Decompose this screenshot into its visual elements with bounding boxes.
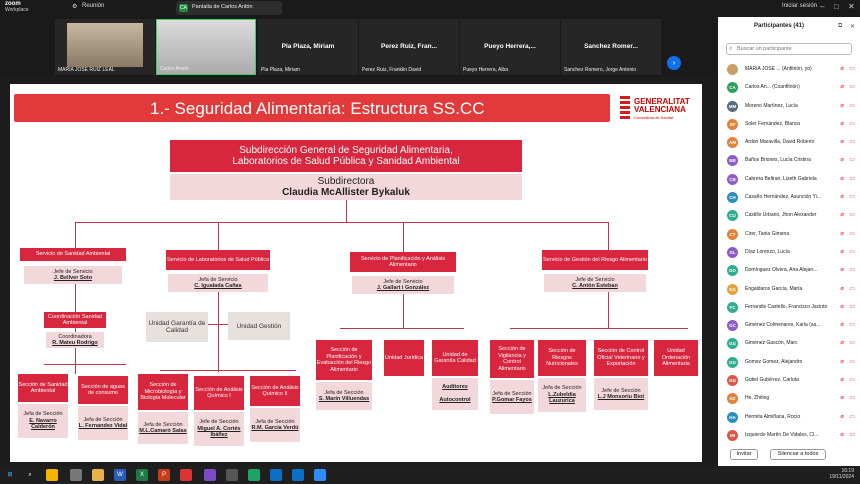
section-role: Jefe de Sección bbox=[601, 387, 641, 394]
camera-off-icon[interactable]: ▭ bbox=[849, 248, 855, 255]
windows-start-icon[interactable]: ⊞ bbox=[7, 472, 13, 478]
subdireccion-box bbox=[170, 140, 522, 172]
section-title: Sección de Planificación y Evaluación del Riesgo Alimentario bbox=[316, 347, 372, 373]
mic-muted-icon[interactable]: ⌀ bbox=[840, 285, 844, 292]
mic-muted-icon[interactable]: ⌀ bbox=[840, 340, 844, 347]
service-head bbox=[352, 276, 454, 294]
participant-name: Casaño Hernández, Asunción Yi... bbox=[745, 194, 821, 201]
windows-taskbar bbox=[0, 466, 860, 484]
connector bbox=[403, 222, 404, 252]
service-title: Servicio de Planificación y Análisis Alimentario bbox=[360, 255, 446, 268]
participant-search-input[interactable] bbox=[726, 43, 852, 55]
camera-off-icon[interactable]: ▭ bbox=[849, 139, 855, 146]
slide-title: 1.- Seguridad Alimentaria: Estructura SS.CC bbox=[150, 99, 485, 118]
participant-avatar: CA bbox=[727, 82, 738, 93]
sharer-avatar: CA bbox=[180, 5, 187, 11]
camera-off-icon[interactable]: ▭ bbox=[849, 431, 855, 438]
camera-off-icon[interactable]: ▭ bbox=[849, 84, 855, 91]
service-person: C. Igualada Cañas bbox=[194, 283, 242, 289]
connector bbox=[608, 222, 609, 250]
coordination-role: Coordinadora bbox=[58, 333, 92, 340]
connector bbox=[340, 328, 464, 329]
section-head bbox=[194, 412, 244, 446]
participant-name: Izquierdo Martín De Vidales, Cl... bbox=[745, 431, 819, 438]
folder-icon[interactable] bbox=[92, 469, 104, 481]
participant-name: Domínguez Olvera, Ana Alejan... bbox=[745, 267, 818, 274]
mic-muted-icon[interactable]: ⌀ bbox=[840, 431, 844, 438]
participant-name: Gutiel Gutiérrez, Carlota bbox=[745, 377, 799, 384]
mic-muted-icon[interactable]: ⌀ bbox=[840, 413, 844, 420]
coordination-box bbox=[44, 312, 106, 328]
section-role: Jefa de Sección bbox=[542, 385, 582, 392]
service-title: Servicio de Sanidad Ambiental bbox=[35, 251, 111, 258]
section-role: Jefa de Sección bbox=[492, 390, 532, 397]
coordination-title: Coordinación Sanidad Ambiental bbox=[47, 313, 103, 326]
participant-name: Ardon Maravilla, David Roberto bbox=[745, 139, 815, 146]
camera-off-icon[interactable]: ▭ bbox=[849, 322, 855, 329]
participant-avatar: AM bbox=[727, 137, 738, 148]
service-head bbox=[544, 274, 646, 292]
tile-big-name: Pla Plaza, Miriam bbox=[281, 43, 335, 50]
section-head bbox=[316, 382, 372, 410]
participant-avatar: DO bbox=[727, 265, 738, 276]
coordination-head bbox=[46, 332, 104, 348]
service-title: Servicio de Gestión del Riesgo Alimentario bbox=[543, 256, 647, 263]
camera-off-icon[interactable]: ▭ bbox=[849, 120, 855, 127]
slide-header bbox=[10, 90, 702, 126]
participant-avatar: GC bbox=[727, 320, 738, 331]
participant-row[interactable] bbox=[726, 98, 856, 116]
powerpoint-icon[interactable]: P bbox=[158, 469, 170, 481]
subdirectora-name: Claudia McAllister Bykaluk bbox=[282, 187, 410, 198]
video-tile[interactable] bbox=[55, 19, 155, 75]
acrobat-icon[interactable] bbox=[180, 469, 192, 481]
participant-avatar: HA bbox=[727, 412, 738, 423]
service-role: Jefe de Servicio bbox=[53, 268, 93, 275]
service-role: Jefa de Servicio bbox=[198, 276, 238, 283]
clock-time: 16:19 bbox=[841, 468, 854, 474]
participant-name: Moreno Martínez, Lucía bbox=[745, 102, 798, 109]
service-person: J. Bellver Soto bbox=[53, 275, 93, 281]
participant-name: Carlos An... (Coanfitrión) bbox=[745, 84, 800, 91]
tile-name: Perez Ruiz, Franklin David bbox=[362, 67, 422, 73]
camera-off-icon[interactable]: ▭ bbox=[849, 303, 855, 310]
zoom-logo-text: zoom bbox=[5, 1, 21, 7]
signin-link[interactable]: Iniciar sesión bbox=[782, 3, 818, 9]
participant-name: MARIA JOSE ... (Anfitrión, yo) bbox=[745, 66, 812, 72]
tile-name: Pueyo Herrera, Alba bbox=[463, 67, 509, 73]
camera-off-icon[interactable]: ▭ bbox=[849, 267, 855, 274]
participant-name: Baños Briones, Lucía Cristina bbox=[745, 157, 811, 164]
section-title: Sección de Análisis Químico II bbox=[251, 384, 299, 397]
section-head bbox=[594, 378, 648, 410]
subdirectora-box bbox=[170, 174, 522, 200]
camera-off-icon[interactable]: ▭ bbox=[849, 358, 855, 365]
camera-off-icon[interactable]: ▭ bbox=[849, 377, 855, 384]
participant-avatar: CU bbox=[727, 210, 738, 221]
participant-avatar bbox=[727, 64, 738, 75]
participant-row[interactable] bbox=[726, 409, 856, 427]
connector bbox=[510, 328, 688, 329]
tile-name: Sanchez Romero, Jorge Antonio bbox=[564, 67, 636, 73]
participant-avatar: MM bbox=[727, 101, 738, 112]
section-role: Jefe de Sección bbox=[199, 419, 239, 426]
participant-avatar: SF bbox=[727, 119, 738, 130]
section-title: Sección de Vigilancia y Control Alimentario bbox=[498, 346, 526, 372]
connector bbox=[218, 292, 219, 372]
camera-off-icon[interactable]: ▭ bbox=[849, 102, 855, 109]
participant-avatar: CH bbox=[727, 192, 738, 203]
video-strip bbox=[0, 17, 716, 77]
word-icon[interactable]: W bbox=[114, 469, 126, 481]
tile-big-name: Sanchez Romer... bbox=[584, 43, 638, 50]
service-box bbox=[350, 252, 456, 272]
connector bbox=[608, 292, 609, 328]
participant-avatar: GG bbox=[727, 375, 738, 386]
screen-share-pill[interactable] bbox=[176, 1, 282, 15]
section-head bbox=[432, 378, 478, 410]
mic-muted-icon[interactable]: ⌀ bbox=[840, 175, 844, 182]
section-role: Jefa de Sección bbox=[83, 416, 123, 423]
camera-off-icon[interactable]: ▭ bbox=[849, 230, 855, 237]
maximize-icon[interactable]: □ bbox=[834, 2, 839, 11]
unit-gestion bbox=[228, 312, 290, 340]
service-box bbox=[20, 248, 126, 261]
section-box bbox=[250, 376, 300, 406]
participant-avatar: DL bbox=[727, 247, 738, 258]
mic-muted-icon[interactable]: ⌀ bbox=[840, 322, 844, 329]
mic-muted-icon[interactable]: ⌀ bbox=[840, 377, 844, 384]
section-title: Sección de Análisis Químico I bbox=[195, 386, 243, 399]
camera-off-icon[interactable]: ▭ bbox=[849, 66, 855, 72]
participant-row[interactable] bbox=[726, 427, 856, 445]
connector bbox=[75, 284, 76, 374]
coordination-person: R. Mateu Rodrigo bbox=[52, 340, 98, 346]
service-box bbox=[542, 250, 648, 270]
excel-icon[interactable]: X bbox=[136, 469, 148, 481]
section-box bbox=[316, 340, 372, 380]
service-person: C. Antón Esteban bbox=[572, 283, 618, 289]
participant-avatar: BB bbox=[727, 155, 738, 166]
camera-off-icon[interactable]: ▭ bbox=[849, 413, 855, 420]
next-page-arrow-icon[interactable]: › bbox=[667, 56, 681, 70]
participant-row[interactable] bbox=[726, 372, 856, 390]
participant-row[interactable] bbox=[726, 116, 856, 134]
zoom-logo bbox=[5, 1, 29, 13]
section-box bbox=[78, 376, 128, 404]
participant-list bbox=[726, 61, 856, 445]
close-panel-icon[interactable]: ✕ bbox=[850, 24, 856, 30]
section-head bbox=[490, 380, 534, 414]
section-box bbox=[194, 376, 244, 410]
participant-row[interactable] bbox=[726, 390, 856, 408]
generalitat-logo bbox=[620, 96, 698, 124]
mic-muted-icon[interactable]: ⌀ bbox=[840, 395, 844, 402]
participant-name: Cirer, Tania Gimena bbox=[745, 230, 790, 237]
mute-all-button[interactable]: Silenciar a todos bbox=[770, 449, 826, 460]
section-person: Autocontrol bbox=[439, 397, 471, 404]
participant-row[interactable] bbox=[726, 152, 856, 170]
participant-row[interactable] bbox=[726, 317, 856, 335]
participant-row[interactable] bbox=[726, 207, 856, 225]
section-role: Jefa de Sección bbox=[324, 389, 364, 396]
section-person: P.Gomar Fayos bbox=[492, 397, 532, 403]
section-head bbox=[78, 406, 128, 440]
participant-avatar: GG bbox=[727, 338, 738, 349]
zoom-app-icon[interactable] bbox=[314, 469, 326, 481]
section-title: Sección de Sanidad Ambiental bbox=[18, 381, 68, 394]
section-role: Jefa de Sección bbox=[23, 411, 63, 418]
participant-name: Hermita Almiñana, Rocío bbox=[745, 413, 801, 420]
mic-muted-icon[interactable]: ⌀ bbox=[840, 194, 844, 201]
participant-name: Cabrera Beltran, Lizeth Gabriela bbox=[745, 175, 817, 182]
service-box bbox=[166, 250, 270, 270]
tile-big-name: Pueyo Herrera,... bbox=[484, 43, 536, 50]
video-tile-active-speaker[interactable] bbox=[156, 19, 256, 75]
participant-name: Díaz Lorenzo, Lucía bbox=[745, 248, 790, 255]
participant-avatar: CB bbox=[727, 174, 738, 185]
unit-label: Unidad Garantía de Calidad bbox=[148, 320, 206, 334]
section-person: M.L.Camaró Salas bbox=[139, 428, 187, 434]
connector bbox=[44, 364, 126, 365]
section-title: Sección de Riesgos Nutricionales bbox=[546, 348, 578, 368]
camera-off-icon[interactable]: ▭ bbox=[849, 212, 855, 219]
service-role: Jefe de Servicio bbox=[383, 278, 423, 285]
camera-off-icon[interactable]: ▭ bbox=[849, 340, 855, 347]
zoom-logo-subtext: Workplace bbox=[5, 7, 29, 13]
browser-icon[interactable] bbox=[292, 469, 304, 481]
participant-name: He, Zhiting bbox=[745, 395, 770, 402]
connector bbox=[403, 294, 404, 328]
section-person: L.Zubeldia Lauzurica bbox=[548, 391, 576, 405]
section-box bbox=[594, 340, 648, 376]
camera-off-icon[interactable]: ▭ bbox=[849, 157, 855, 164]
section-box bbox=[384, 340, 424, 376]
section-role: Jefa de Sección bbox=[255, 418, 295, 425]
connector bbox=[75, 222, 76, 248]
participant-avatar: IM bbox=[727, 430, 738, 441]
section-role: Auditores bbox=[442, 384, 468, 391]
screen-share-label: Pantalla de Carlos Antón bbox=[192, 4, 253, 10]
section-person: L. Fernandez Vidal bbox=[78, 423, 128, 429]
service-title: Servicio de Laboratorios de Salud Pública bbox=[166, 256, 270, 263]
participant-row[interactable] bbox=[726, 244, 856, 262]
tile-big-name: Perez Ruiz, Fran... bbox=[381, 43, 437, 50]
unit-garantia-calidad bbox=[146, 312, 208, 342]
video-tile[interactable] bbox=[359, 19, 459, 75]
camera-off-icon[interactable]: ▭ bbox=[849, 175, 855, 182]
participant-row[interactable] bbox=[726, 61, 856, 79]
camera-off-icon[interactable]: ▭ bbox=[849, 285, 855, 292]
connector bbox=[208, 324, 228, 325]
section-head bbox=[538, 378, 586, 412]
section-box bbox=[654, 340, 698, 376]
search-placeholder: Buscar un participante bbox=[737, 46, 792, 52]
section-box bbox=[432, 340, 478, 376]
section-title: Unidad de Garantía Calidad bbox=[434, 351, 476, 364]
mic-muted-icon[interactable]: ⌀ bbox=[840, 120, 844, 127]
video-tile[interactable] bbox=[460, 19, 560, 75]
section-person: L.J Monsoriu Biot bbox=[597, 394, 645, 400]
connector bbox=[75, 222, 608, 223]
participant-name: Castillo Urbano, Jhon Alexander bbox=[745, 212, 817, 219]
section-head bbox=[138, 412, 188, 444]
mic-muted-icon[interactable]: ⌀ bbox=[840, 303, 844, 310]
subdirectora-role: Subdirectora bbox=[317, 176, 375, 187]
settings-icon[interactable]: ⚙ bbox=[72, 4, 78, 10]
participant-name: Gomez Gomez, Alejandro bbox=[745, 358, 803, 365]
logo-line2: VALENCIANA bbox=[634, 105, 686, 114]
connector bbox=[346, 200, 347, 222]
invite-button[interactable]: Invitar bbox=[730, 449, 758, 460]
app-icon[interactable] bbox=[226, 469, 238, 481]
video-tile[interactable] bbox=[258, 19, 358, 75]
mic-muted-icon[interactable]: ⌀ bbox=[840, 102, 844, 109]
mic-muted-icon[interactable]: ⌀ bbox=[840, 157, 844, 164]
section-head bbox=[250, 408, 300, 442]
section-title: Unidad Ordenación Alimentaria bbox=[661, 348, 691, 368]
participant-name: Soler Fernández, Blanca bbox=[745, 120, 801, 127]
participant-avatar: CT bbox=[727, 229, 738, 240]
service-head bbox=[168, 274, 268, 292]
camera-off-icon[interactable]: ▭ bbox=[849, 194, 855, 201]
system-clock[interactable] bbox=[829, 468, 854, 480]
search-icon: ⌕ bbox=[729, 46, 733, 52]
participant-name: Engaldaros García, Marta bbox=[745, 285, 803, 292]
minimize-icon[interactable]: – bbox=[820, 2, 825, 11]
section-role: Jefa de Sección bbox=[143, 421, 183, 428]
participant-name: Giménez Gascón, Marc bbox=[745, 340, 798, 347]
section-box bbox=[138, 374, 188, 410]
participant-row[interactable] bbox=[726, 226, 856, 244]
participant-row[interactable] bbox=[726, 281, 856, 299]
subdireccion-line1: Subdirección General de Seguridad Alimentaria, bbox=[239, 145, 453, 156]
participant-row[interactable] bbox=[726, 79, 856, 97]
section-title: Sección de aguas de consumo bbox=[81, 383, 125, 396]
section-box bbox=[490, 340, 534, 378]
teams-icon[interactable] bbox=[204, 469, 216, 481]
participant-row[interactable] bbox=[726, 134, 856, 152]
service-person: J. Gallart i González bbox=[376, 285, 430, 291]
section-head bbox=[18, 404, 68, 438]
participant-row[interactable] bbox=[726, 354, 856, 372]
mic-muted-icon[interactable]: ⌀ bbox=[840, 212, 844, 219]
logo-line1: GENERALITAT bbox=[634, 97, 690, 106]
service-head bbox=[24, 266, 122, 284]
generalitat-mark-icon bbox=[620, 96, 630, 120]
tile-name: Carlos Antón bbox=[160, 66, 189, 72]
section-box bbox=[18, 374, 68, 402]
participant-name: Giménez Colmenares, Karla (sa... bbox=[745, 322, 821, 329]
popout-icon[interactable]: ⧉ bbox=[838, 23, 843, 29]
tile-name: MARIA JOSE RUIZ LEAL bbox=[58, 67, 115, 73]
mic-muted-icon[interactable]: ⌀ bbox=[840, 139, 844, 146]
tile-name: Pla Plaza, Miriam bbox=[261, 67, 300, 73]
participant-avatar: EG bbox=[727, 284, 738, 295]
participant-row[interactable] bbox=[726, 171, 856, 189]
meeting-label[interactable]: Reunión bbox=[82, 3, 105, 9]
zoom-title-bar bbox=[0, 0, 860, 17]
participants-title: Participantes (41) bbox=[754, 23, 805, 29]
camera-off-icon[interactable]: ▭ bbox=[849, 395, 855, 402]
section-title: Sección de Control Oficial Veterinario y Exportación bbox=[597, 348, 645, 368]
section-person: E. Navarro Calderón bbox=[29, 417, 57, 431]
edge-icon[interactable] bbox=[248, 469, 260, 481]
connector bbox=[218, 222, 219, 250]
mic-muted-icon[interactable]: ⌀ bbox=[840, 66, 844, 72]
participant-row[interactable] bbox=[726, 262, 856, 280]
mic-muted-icon[interactable]: ⌀ bbox=[840, 358, 844, 365]
participant-avatar: HZ bbox=[727, 393, 738, 404]
shared-slide bbox=[10, 84, 702, 462]
video-tile[interactable] bbox=[561, 19, 661, 75]
participant-name: Ferrandis Castello, Francisco Jacinto bbox=[745, 303, 828, 310]
close-icon[interactable]: ✕ bbox=[848, 2, 855, 11]
participant-video bbox=[67, 23, 143, 67]
participant-row[interactable] bbox=[726, 189, 856, 207]
subdireccion-line2: Laboratorios de Salud Pública y Sanidad Ambiental bbox=[232, 156, 460, 167]
section-title: Unidad Jurídica bbox=[384, 354, 424, 361]
participant-row[interactable] bbox=[726, 299, 856, 317]
section-box bbox=[538, 340, 586, 376]
search-icon[interactable]: ⌕ bbox=[28, 472, 32, 478]
participant-avatar: GG bbox=[727, 357, 738, 368]
section-person: Miguel A. Cortés Ibáñez bbox=[197, 425, 241, 439]
section-person: R.M. García Verdú bbox=[251, 425, 299, 431]
section-person: S. Marín Villuendas bbox=[318, 396, 370, 402]
participants-panel bbox=[718, 17, 860, 466]
chrome-icon[interactable] bbox=[46, 469, 58, 481]
participant-avatar: FC bbox=[727, 302, 738, 313]
mic-muted-icon[interactable]: ⌀ bbox=[840, 248, 844, 255]
service-role: Jefe de Servicio bbox=[575, 276, 615, 283]
participant-row[interactable] bbox=[726, 335, 856, 353]
clock-date: 19/11/2024 bbox=[829, 474, 854, 480]
unit-label: Unidad Gestión bbox=[236, 322, 282, 330]
section-title: Sección de Microbiología y Biología Molecular bbox=[140, 382, 186, 402]
logo-line3: Conselleria de Sanitat bbox=[634, 115, 674, 120]
media-icon[interactable] bbox=[70, 469, 82, 481]
mic-muted-icon[interactable]: ⌀ bbox=[840, 84, 844, 91]
outlook-icon[interactable] bbox=[270, 469, 282, 481]
mic-muted-icon[interactable]: ⌀ bbox=[840, 267, 844, 274]
mic-muted-icon[interactable]: ⌀ bbox=[840, 230, 844, 237]
connector bbox=[160, 370, 296, 371]
